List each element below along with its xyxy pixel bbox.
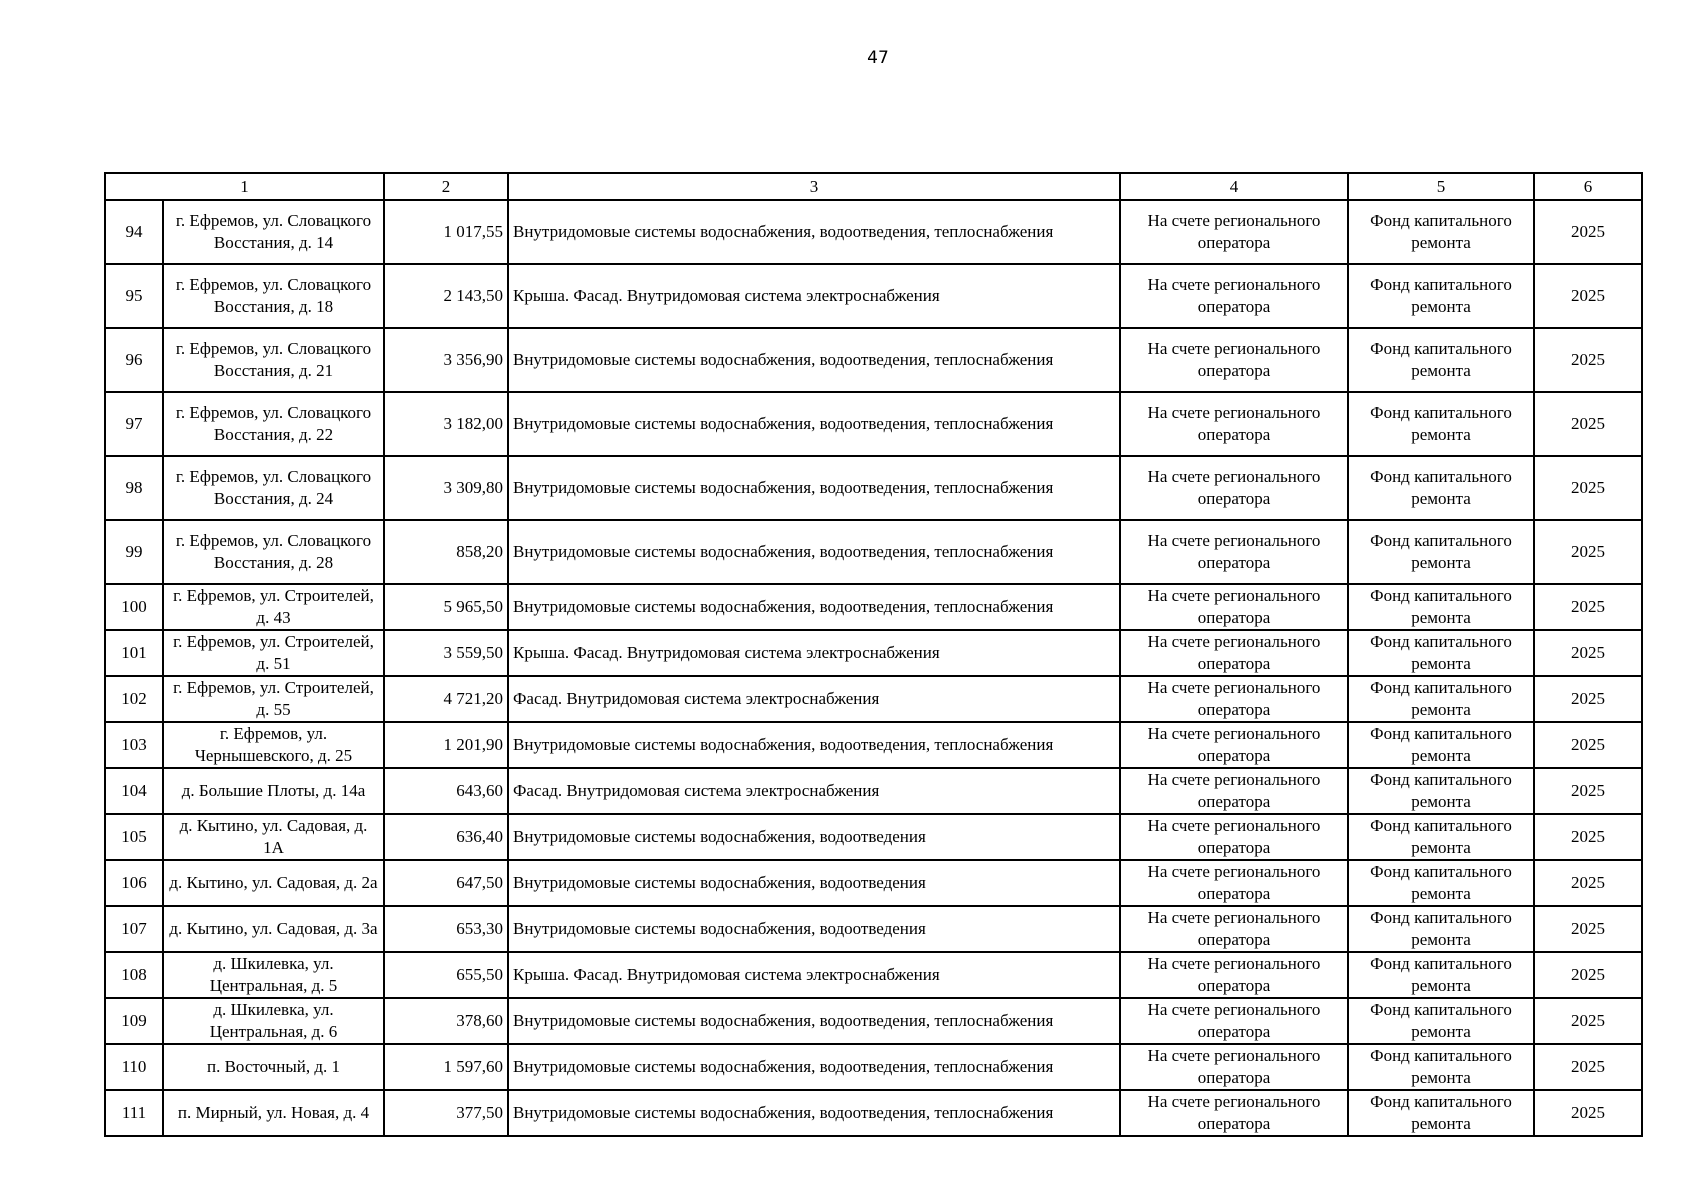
works-cell: Внутридомовые системы водоснабжения, водоотведения, теплоснабжения xyxy=(508,392,1120,456)
account-cell: На счете регионального оператора xyxy=(1120,1090,1348,1136)
table-row xyxy=(105,630,1642,676)
table-row xyxy=(105,1044,1642,1090)
year-cell: 2025 xyxy=(1534,200,1642,264)
table-row xyxy=(105,392,1642,456)
works-cell: Крыша. Фасад. Внутридомовая система электроснабжения xyxy=(508,952,1120,998)
funding-source-cell: Фонд капитального ремонта xyxy=(1348,392,1534,456)
table-row xyxy=(105,860,1642,906)
funding-source-cell: Фонд капитального ремонта xyxy=(1348,998,1534,1044)
year-cell: 2025 xyxy=(1534,456,1642,520)
account-cell: На счете регионального оператора xyxy=(1120,456,1348,520)
year-cell: 2025 xyxy=(1534,906,1642,952)
funding-source-cell: Фонд капитального ремонта xyxy=(1348,456,1534,520)
works-cell: Внутридомовые системы водоснабжения, водоотведения, теплоснабжения xyxy=(508,998,1120,1044)
area-cell: 1 201,90 xyxy=(384,722,508,768)
funding-source-cell: Фонд капитального ремонта xyxy=(1348,722,1534,768)
address-cell: д. Большие Плоты, д. 14а xyxy=(163,768,384,814)
account-cell: На счете регионального оператора xyxy=(1120,200,1348,264)
row-number: 108 xyxy=(105,952,163,998)
year-cell: 2025 xyxy=(1534,392,1642,456)
account-cell: На счете регионального оператора xyxy=(1120,264,1348,328)
area-cell: 378,60 xyxy=(384,998,508,1044)
year-cell: 2025 xyxy=(1534,520,1642,584)
area-cell: 3 559,50 xyxy=(384,630,508,676)
year-cell: 2025 xyxy=(1534,952,1642,998)
year-cell: 2025 xyxy=(1534,814,1642,860)
area-cell: 377,50 xyxy=(384,1090,508,1136)
area-cell: 647,50 xyxy=(384,860,508,906)
funding-source-cell: Фонд капитального ремонта xyxy=(1348,200,1534,264)
address-cell: п. Мирный, ул. Новая, д. 4 xyxy=(163,1090,384,1136)
works-cell: Внутридомовые системы водоснабжения, водоотведения xyxy=(508,814,1120,860)
address-cell: д. Шкилевка, ул. Центральная, д. 6 xyxy=(163,998,384,1044)
works-cell: Внутридомовые системы водоснабжения, водоотведения, теплоснабжения xyxy=(508,328,1120,392)
table-body xyxy=(105,200,1642,1136)
row-number: 105 xyxy=(105,814,163,860)
address-cell: г. Ефремов, ул. Строителей, д. 43 xyxy=(163,584,384,630)
area-cell: 1 597,60 xyxy=(384,1044,508,1090)
column-number-row xyxy=(105,173,1642,200)
table-row xyxy=(105,676,1642,722)
area-cell: 636,40 xyxy=(384,814,508,860)
column-header-2: 2 xyxy=(384,173,508,200)
account-cell: На счете регионального оператора xyxy=(1120,768,1348,814)
account-cell: На счете регионального оператора xyxy=(1120,584,1348,630)
year-cell: 2025 xyxy=(1534,584,1642,630)
table-row xyxy=(105,768,1642,814)
address-cell: г. Ефремов, ул. Словацкого Восстания, д. 28 xyxy=(163,520,384,584)
page-number: 47 xyxy=(867,48,889,68)
works-cell: Внутридомовые системы водоснабжения, водоотведения, теплоснабжения xyxy=(508,1090,1120,1136)
table-row xyxy=(105,456,1642,520)
table-row xyxy=(105,200,1642,264)
works-cell: Крыша. Фасад. Внутридомовая система электроснабжения xyxy=(508,264,1120,328)
row-number: 111 xyxy=(105,1090,163,1136)
column-header-5: 5 xyxy=(1348,173,1534,200)
account-cell: На счете регионального оператора xyxy=(1120,392,1348,456)
address-cell: г. Ефремов, ул. Чернышевского, д. 25 xyxy=(163,722,384,768)
account-cell: На счете регионального оператора xyxy=(1120,814,1348,860)
table-row xyxy=(105,952,1642,998)
address-cell: д. Кытино, ул. Садовая, д. 3а xyxy=(163,906,384,952)
area-cell: 3 356,90 xyxy=(384,328,508,392)
row-number: 109 xyxy=(105,998,163,1044)
works-cell: Крыша. Фасад. Внутридомовая система электроснабжения xyxy=(508,630,1120,676)
works-cell: Внутридомовые системы водоснабжения, водоотведения, теплоснабжения xyxy=(508,584,1120,630)
address-cell: г. Ефремов, ул. Словацкого Восстания, д. 21 xyxy=(163,328,384,392)
funding-source-cell: Фонд капитального ремонта xyxy=(1348,630,1534,676)
area-cell: 643,60 xyxy=(384,768,508,814)
area-cell: 655,50 xyxy=(384,952,508,998)
funding-source-cell: Фонд капитального ремонта xyxy=(1348,952,1534,998)
account-cell: На счете регионального оператора xyxy=(1120,1044,1348,1090)
address-cell: г. Ефремов, ул. Словацкого Восстания, д. 18 xyxy=(163,264,384,328)
year-cell: 2025 xyxy=(1534,264,1642,328)
row-number: 97 xyxy=(105,392,163,456)
works-cell: Внутридомовые системы водоснабжения, водоотведения, теплоснабжения xyxy=(508,456,1120,520)
table-row xyxy=(105,722,1642,768)
area-cell: 2 143,50 xyxy=(384,264,508,328)
works-cell: Внутридомовые системы водоснабжения, водоотведения, теплоснабжения xyxy=(508,722,1120,768)
row-number: 94 xyxy=(105,200,163,264)
area-cell: 3 309,80 xyxy=(384,456,508,520)
row-number: 98 xyxy=(105,456,163,520)
works-cell: Внутридомовые системы водоснабжения, водоотведения, теплоснабжения xyxy=(508,200,1120,264)
year-cell: 2025 xyxy=(1534,998,1642,1044)
column-header-6: 6 xyxy=(1534,173,1642,200)
column-header-1: 1 xyxy=(105,173,384,200)
account-cell: На счете регионального оператора xyxy=(1120,860,1348,906)
funding-source-cell: Фонд капитального ремонта xyxy=(1348,676,1534,722)
address-cell: г. Ефремов, ул. Словацкого Восстания, д. 14 xyxy=(163,200,384,264)
funding-source-cell: Фонд капитального ремонта xyxy=(1348,520,1534,584)
funding-source-cell: Фонд капитального ремонта xyxy=(1348,264,1534,328)
year-cell: 2025 xyxy=(1534,676,1642,722)
year-cell: 2025 xyxy=(1534,1044,1642,1090)
funding-source-cell: Фонд капитального ремонта xyxy=(1348,1044,1534,1090)
area-cell: 5 965,50 xyxy=(384,584,508,630)
account-cell: На счете регионального оператора xyxy=(1120,952,1348,998)
year-cell: 2025 xyxy=(1534,1090,1642,1136)
address-cell: п. Восточный, д. 1 xyxy=(163,1044,384,1090)
area-cell: 653,30 xyxy=(384,906,508,952)
table-row xyxy=(105,328,1642,392)
year-cell: 2025 xyxy=(1534,722,1642,768)
row-number: 101 xyxy=(105,630,163,676)
funding-source-cell: Фонд капитального ремонта xyxy=(1348,906,1534,952)
area-cell: 1 017,55 xyxy=(384,200,508,264)
row-number: 100 xyxy=(105,584,163,630)
account-cell: На счете регионального оператора xyxy=(1120,906,1348,952)
funding-source-cell: Фонд капитального ремонта xyxy=(1348,768,1534,814)
table-row xyxy=(105,520,1642,584)
funding-source-cell: Фонд капитального ремонта xyxy=(1348,860,1534,906)
row-number: 107 xyxy=(105,906,163,952)
works-cell: Внутридомовые системы водоснабжения, водоотведения xyxy=(508,906,1120,952)
year-cell: 2025 xyxy=(1534,768,1642,814)
table-row xyxy=(105,584,1642,630)
account-cell: На счете регионального оператора xyxy=(1120,328,1348,392)
account-cell: На счете регионального оператора xyxy=(1120,722,1348,768)
works-cell: Фасад. Внутридомовая система электроснабжения xyxy=(508,676,1120,722)
row-number: 104 xyxy=(105,768,163,814)
area-cell: 4 721,20 xyxy=(384,676,508,722)
row-number: 96 xyxy=(105,328,163,392)
address-cell: д. Кытино, ул. Садовая, д. 1А xyxy=(163,814,384,860)
year-cell: 2025 xyxy=(1534,630,1642,676)
column-header-4: 4 xyxy=(1120,173,1348,200)
area-cell: 3 182,00 xyxy=(384,392,508,456)
row-number: 102 xyxy=(105,676,163,722)
funding-source-cell: Фонд капитального ремонта xyxy=(1348,814,1534,860)
account-cell: На счете регионального оператора xyxy=(1120,520,1348,584)
repair-program-table xyxy=(104,172,1643,1137)
table-row xyxy=(105,1090,1642,1136)
row-number: 99 xyxy=(105,520,163,584)
funding-source-cell: Фонд капитального ремонта xyxy=(1348,1090,1534,1136)
works-cell: Внутридомовые системы водоснабжения, водоотведения, теплоснабжения xyxy=(508,1044,1120,1090)
works-cell: Внутридомовые системы водоснабжения, водоотведения, теплоснабжения xyxy=(508,520,1120,584)
table-row xyxy=(105,264,1642,328)
works-cell: Внутридомовые системы водоснабжения, водоотведения xyxy=(508,860,1120,906)
account-cell: На счете регионального оператора xyxy=(1120,998,1348,1044)
funding-source-cell: Фонд капитального ремонта xyxy=(1348,328,1534,392)
address-cell: г. Ефремов, ул. Словацкого Восстания, д. 24 xyxy=(163,456,384,520)
table-row xyxy=(105,906,1642,952)
account-cell: На счете регионального оператора xyxy=(1120,630,1348,676)
row-number: 106 xyxy=(105,860,163,906)
row-number: 103 xyxy=(105,722,163,768)
address-cell: д. Кытино, ул. Садовая, д. 2а xyxy=(163,860,384,906)
row-number: 110 xyxy=(105,1044,163,1090)
works-cell: Фасад. Внутридомовая система электроснабжения xyxy=(508,768,1120,814)
year-cell: 2025 xyxy=(1534,328,1642,392)
address-cell: г. Ефремов, ул. Строителей, д. 51 xyxy=(163,630,384,676)
address-cell: г. Ефремов, ул. Словацкого Восстания, д. 22 xyxy=(163,392,384,456)
address-cell: г. Ефремов, ул. Строителей, д. 55 xyxy=(163,676,384,722)
area-cell: 858,20 xyxy=(384,520,508,584)
account-cell: На счете регионального оператора xyxy=(1120,676,1348,722)
address-cell: д. Шкилевка, ул. Центральная, д. 5 xyxy=(163,952,384,998)
table-row xyxy=(105,814,1642,860)
table-row xyxy=(105,998,1642,1044)
funding-source-cell: Фонд капитального ремонта xyxy=(1348,584,1534,630)
column-header-3: 3 xyxy=(508,173,1120,200)
year-cell: 2025 xyxy=(1534,860,1642,906)
row-number: 95 xyxy=(105,264,163,328)
